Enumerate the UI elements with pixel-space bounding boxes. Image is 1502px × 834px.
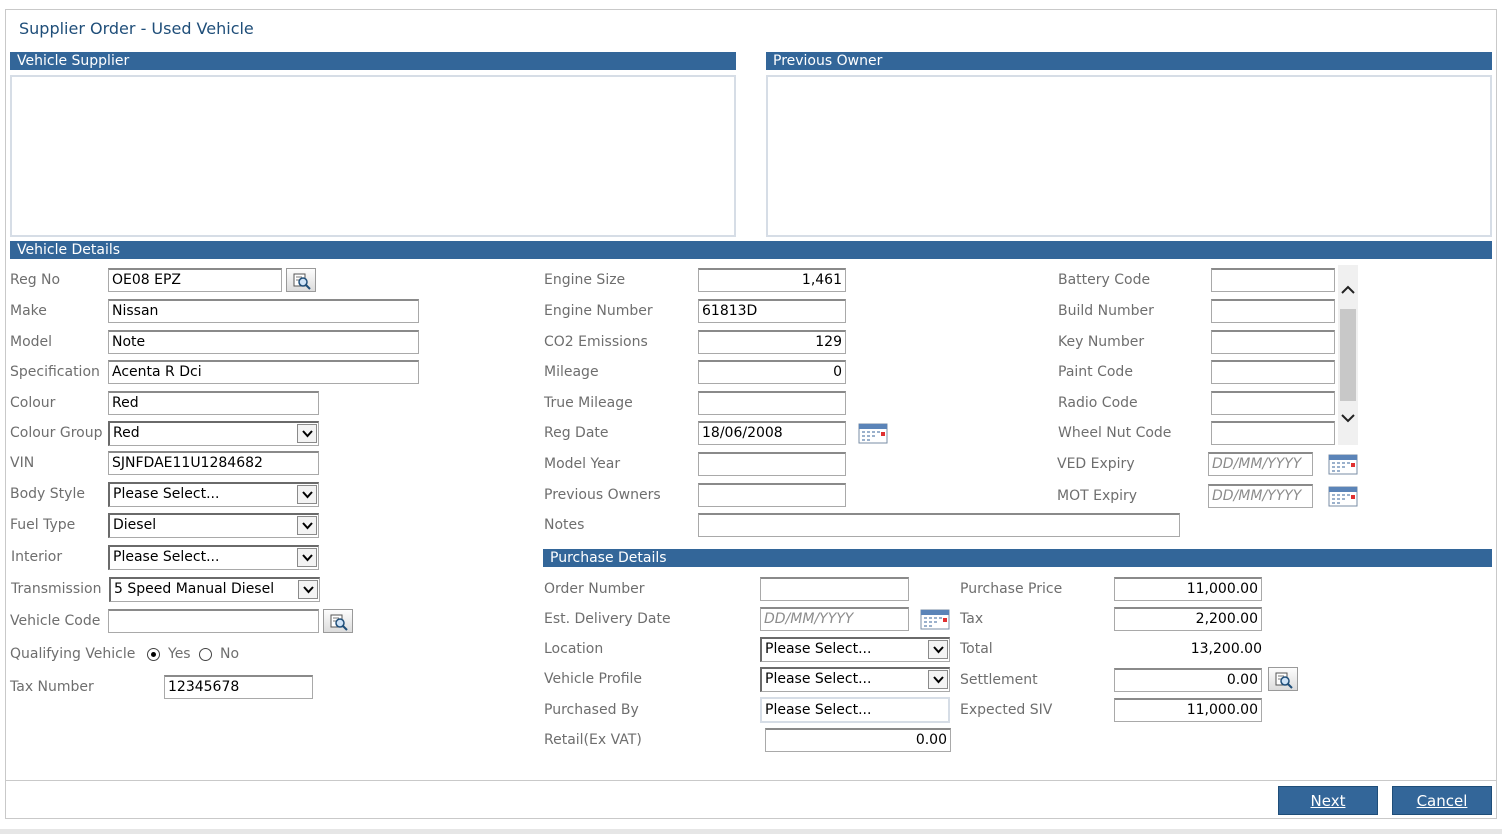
mileage-input[interactable]: 0 — [698, 360, 846, 384]
co2-emissions-input[interactable]: 129 — [698, 330, 846, 354]
engine-number-input[interactable]: 61813D — [698, 299, 846, 323]
ved-expiry-input[interactable]: DD/MM/YYYY — [1208, 452, 1313, 476]
battery-code-input[interactable] — [1211, 268, 1335, 292]
chevron-up-icon[interactable] — [1341, 285, 1355, 295]
vehicle-profile-label: Vehicle Profile — [544, 671, 643, 687]
engine-number-label: Engine Number — [544, 303, 653, 319]
chevron-down-icon[interactable] — [297, 548, 317, 567]
qualifying-no-label: No — [220, 646, 240, 662]
reg-date-label: Reg Date — [544, 425, 609, 441]
total-label: Total — [960, 641, 993, 657]
previous-owners-label: Previous Owners — [544, 487, 661, 503]
order-number-input[interactable] — [760, 577, 909, 601]
order-number-label: Order Number — [544, 581, 645, 597]
paint-code-input[interactable] — [1211, 360, 1335, 384]
expected-siv-input[interactable]: 11,000.00 — [1114, 698, 1262, 722]
reg-lookup-button[interactable] — [286, 268, 316, 292]
colour-label: Colour — [10, 395, 56, 411]
page-title: Supplier Order - Used Vehicle — [19, 19, 254, 38]
location-label: Location — [544, 641, 604, 657]
fuel-type-label: Fuel Type — [10, 517, 76, 533]
model-label: Model — [10, 334, 53, 350]
engine-size-input[interactable]: 1,461 — [698, 268, 846, 292]
chevron-down-icon[interactable] — [297, 485, 317, 504]
fuel-type-value: Diesel — [113, 517, 157, 533]
next-button[interactable]: Next — [1278, 786, 1378, 815]
cancel-button[interactable]: Cancel — [1392, 786, 1492, 815]
key-number-label: Key Number — [1058, 334, 1145, 350]
interior-value: Please Select... — [113, 549, 220, 565]
previous-owners-input[interactable] — [698, 483, 846, 507]
location-select[interactable] — [760, 637, 950, 662]
co2-emissions-label: CO2 Emissions — [544, 334, 648, 350]
purchase-price-label: Purchase Price — [960, 581, 1063, 597]
calendar-icon[interactable] — [920, 607, 950, 631]
previous-owner-panel[interactable] — [766, 75, 1492, 237]
build-number-input[interactable] — [1211, 299, 1335, 323]
magnifier-icon — [293, 272, 311, 290]
wheel-nut-code-input[interactable] — [1211, 421, 1335, 445]
engine-size-label: Engine Size — [544, 272, 626, 288]
expected-siv-label: Expected SIV — [960, 702, 1053, 718]
chevron-down-icon[interactable] — [297, 424, 317, 443]
vehicle-supplier-header: Vehicle Supplier — [10, 52, 736, 70]
body-style-select[interactable] — [108, 482, 319, 507]
chevron-down-icon[interactable] — [297, 516, 317, 535]
vehicle-code-input[interactable] — [108, 609, 319, 633]
qualifying-yes-label: Yes — [168, 646, 191, 662]
tax-number-input[interactable]: 12345678 — [164, 675, 313, 699]
model-year-input[interactable] — [698, 452, 846, 476]
specification-input[interactable]: Acenta R Dci — [108, 360, 419, 384]
mileage-label: Mileage — [544, 364, 599, 380]
bottom-edge — [0, 829, 1502, 834]
settlement-label: Settlement — [960, 672, 1038, 688]
vehicle-code-lookup-button[interactable] — [323, 609, 353, 633]
wheel-nut-code-label: Wheel Nut Code — [1058, 425, 1172, 441]
chevron-down-icon[interactable] — [298, 580, 318, 599]
reg-date-input[interactable]: 18/06/2008 — [698, 421, 846, 445]
reg-no-label: Reg No — [10, 272, 61, 288]
true-mileage-input[interactable] — [698, 391, 846, 415]
colour-group-select[interactable] — [108, 421, 319, 446]
calendar-icon[interactable] — [858, 421, 888, 445]
body-style-label: Body Style — [10, 486, 85, 502]
tax-input[interactable]: 2,200.00 — [1114, 607, 1262, 631]
purchased-by-label: Purchased By — [544, 702, 639, 718]
colour-group-label: Colour Group — [10, 425, 103, 441]
footer-divider — [5, 780, 1497, 781]
qualifying-no-radio[interactable] — [199, 648, 212, 661]
vin-input[interactable]: SJNFDAE11U1284682 — [108, 451, 319, 475]
battery-code-label: Battery Code — [1058, 272, 1151, 288]
radio-code-input[interactable] — [1211, 391, 1335, 415]
qualifying-yes-radio[interactable] — [147, 648, 160, 661]
colour-input[interactable]: Red — [108, 391, 319, 415]
magnifier-icon — [330, 613, 348, 631]
ved-expiry-label: VED Expiry — [1057, 456, 1135, 472]
retail-ex-vat-input[interactable]: 0.00 — [765, 728, 951, 752]
notes-label: Notes — [544, 517, 585, 533]
tax-label: Tax — [960, 611, 984, 627]
mot-expiry-input[interactable]: DD/MM/YYYY — [1208, 484, 1313, 508]
location-value: Please Select... — [765, 641, 872, 657]
purchase-details-header: Purchase Details — [543, 549, 1492, 567]
previous-owner-header: Previous Owner — [766, 52, 1492, 70]
build-number-label: Build Number — [1058, 303, 1154, 319]
purchased-by-input[interactable]: Please Select... — [760, 697, 950, 723]
retail-ex-vat-label: Retail(Ex VAT) — [544, 732, 642, 748]
vehicle-profile-select[interactable] — [760, 667, 950, 692]
interior-select[interactable] — [108, 545, 319, 570]
mot-expiry-label: MOT Expiry — [1057, 488, 1138, 504]
est-delivery-date-label: Est. Delivery Date — [544, 611, 671, 627]
notes-input[interactable] — [698, 513, 1180, 537]
reg-no-input[interactable]: OE08 EPZ — [108, 268, 282, 292]
transmission-label: Transmission — [11, 581, 102, 597]
paint-code-label: Paint Code — [1058, 364, 1133, 380]
vehicle-details-header: Vehicle Details — [10, 241, 1492, 259]
colour-group-value: Red — [113, 425, 140, 441]
vehicle-code-label: Vehicle Code — [10, 613, 101, 629]
purchase-price-input[interactable]: 11,000.00 — [1114, 577, 1262, 601]
fuel-type-select[interactable] — [108, 513, 319, 538]
magnifier-icon — [1275, 671, 1293, 689]
model-year-label: Model Year — [544, 456, 621, 472]
model-input[interactable]: Note — [108, 330, 419, 354]
scrollbar[interactable] — [1338, 265, 1358, 445]
est-delivery-date-input[interactable]: DD/MM/YYYY — [760, 607, 909, 631]
calendar-icon[interactable] — [1328, 484, 1358, 508]
chevron-down-icon[interactable] — [1341, 413, 1355, 423]
calendar-icon[interactable] — [1328, 452, 1358, 476]
vehicle-supplier-panel[interactable] — [10, 75, 736, 237]
key-number-input[interactable] — [1211, 330, 1335, 354]
true-mileage-label: True Mileage — [544, 395, 633, 411]
transmission-value: 5 Speed Manual Diesel — [114, 581, 275, 597]
make-input[interactable]: Nissan — [108, 299, 419, 323]
specification-label: Specification — [10, 364, 100, 380]
qualifying-vehicle-label: Qualifying Vehicle — [10, 646, 136, 662]
vin-label: VIN — [10, 455, 35, 471]
transmission-select[interactable] — [109, 577, 320, 602]
make-label: Make — [10, 303, 47, 319]
vehicle-profile-value: Please Select... — [765, 671, 872, 687]
radio-code-label: Radio Code — [1058, 395, 1138, 411]
settlement-input[interactable]: 0.00 — [1114, 668, 1262, 692]
tax-number-label: Tax Number — [10, 679, 94, 695]
chevron-down-icon[interactable] — [928, 640, 948, 659]
total-value: 13,200.00 — [1190, 641, 1262, 657]
chevron-down-icon[interactable] — [928, 670, 948, 689]
scrollbar-thumb[interactable] — [1340, 309, 1356, 401]
interior-label: Interior — [11, 549, 63, 565]
body-style-value: Please Select... — [113, 486, 220, 502]
settlement-lookup-button[interactable] — [1268, 667, 1298, 691]
